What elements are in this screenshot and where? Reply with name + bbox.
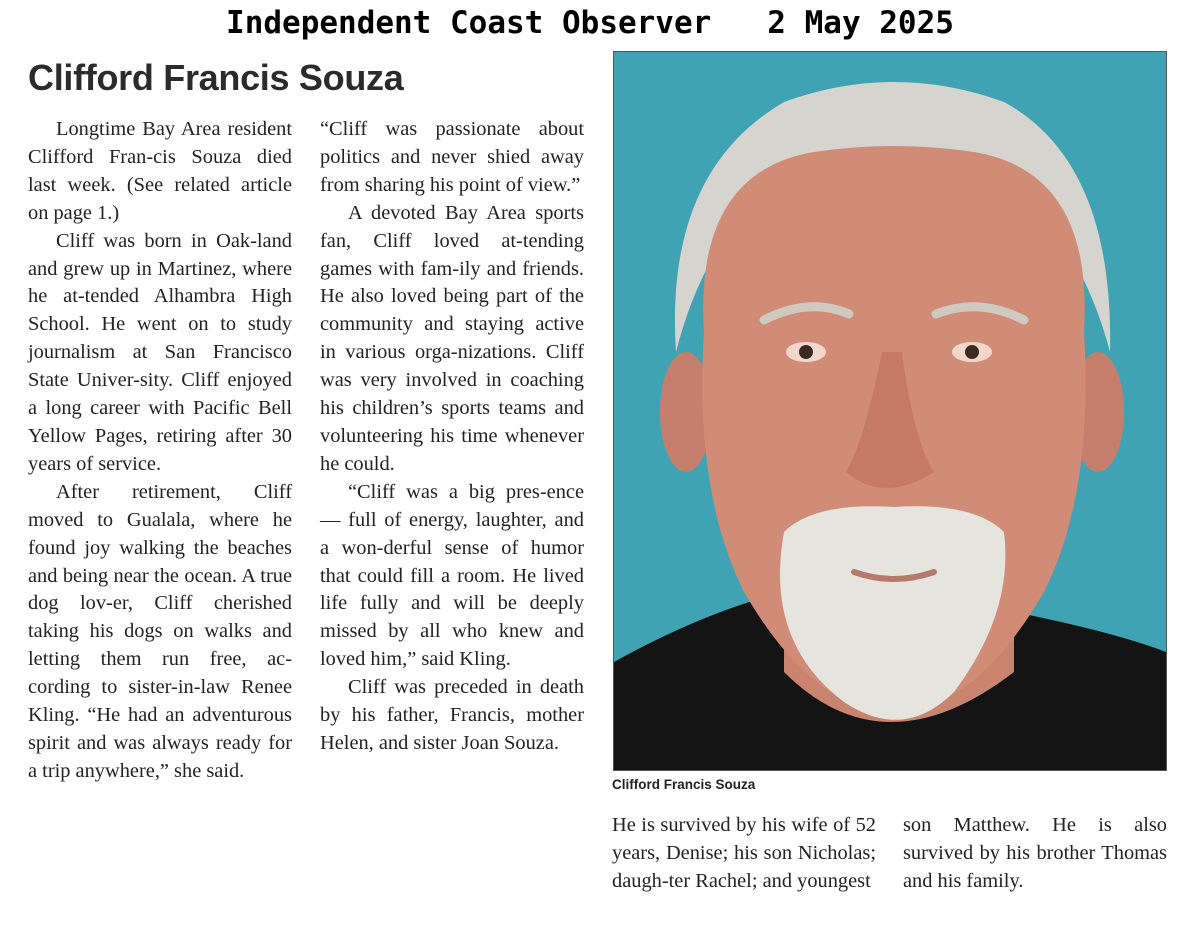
article-paragraph: He is survived by his wife of 52 years, Denise; his son Nicholas; daugh-ter Rachel; and youngest [612, 814, 876, 892]
photo-caption: Clifford Francis Souza [612, 777, 756, 792]
article-paragraph: A devoted Bay Area sports fan, Cliff loved at-tending games with fam-ily and friends. He also loved being part of the community and staying active in various orga-nizations. Cliff was very involved in coaching his children’s sports teams and volunteering his time whenever he could. [320, 201, 584, 475]
article-paragraph: “Cliff was passionate about politics and never shied away from sharing his point of view.” [320, 118, 584, 196]
masthead: Independent Coast Observer 2 May 2025 [226, 5, 954, 41]
article-column-4 [903, 812, 1167, 896]
article-paragraph: son Matthew. He is also survived by his brother Thomas and his family. [903, 814, 1167, 892]
article-paragraph: Cliff was preceded in death by his father, Francis, mother Helen, and sister Joan Souza. [320, 676, 584, 754]
article-paragraph: Cliff was born in Oak-land and grew up in Martinez, where he at-tended Alhambra High School. He went on to study journalism at San Francisco State Univer-sity. Cliff enjoyed a long career with Pacific Bell Yellow Pages, retiring after 30 years of service. [28, 229, 292, 475]
article-paragraph: “Cliff was a big pres-ence — full of energy, laughter, and a won-derful sense of humor that could fill a room. He lived life fully and will be deeply missed by all who knew and loved him,” said Kling. [320, 480, 584, 671]
portrait-photo [613, 51, 1167, 771]
article-column-3 [612, 812, 876, 896]
article-column-1 [28, 116, 292, 786]
portrait-image [614, 52, 1166, 770]
article-paragraph: After retirement, Cliff moved to Gualala, where he found joy walking the beaches and being near the ocean. A true dog lov-er, Cliff cherished taking his dogs on walks and letting them run free, ac-cording to sister-in-law Renee Kling. “He had an adventurous spirit and was always ready for a trip anywhere,” she said. [28, 480, 292, 782]
article-paragraph: Longtime Bay Area resident Clifford Fran-cis Souza died last week. (See related article on page 1.) [28, 118, 292, 224]
headline: Clifford Francis Souza [28, 57, 404, 98]
article-column-2 [320, 116, 584, 758]
